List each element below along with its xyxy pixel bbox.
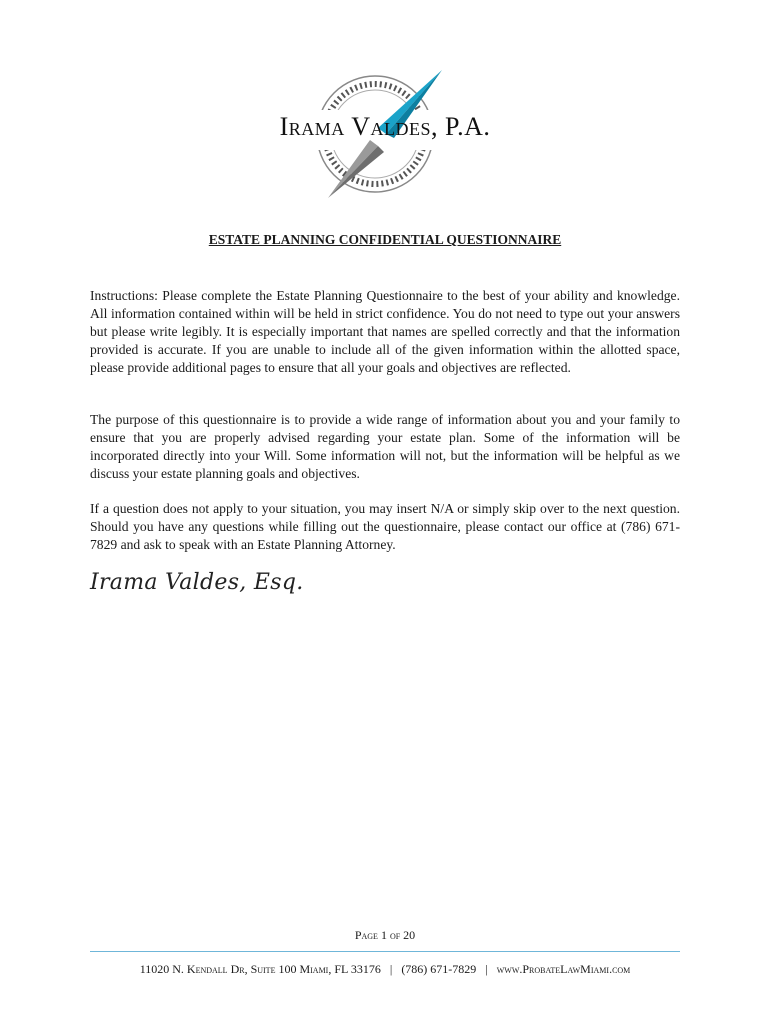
firm-logo: [270, 62, 500, 202]
footer-website[interactable]: www.ProbateLawMiami.com: [496, 962, 631, 976]
page-number: Page 1 of 20: [354, 928, 416, 942]
instructions-paragraph: Instructions: Please complete the Estate Planning Questionnaire to the best of your ability and knowledge. All information contained within will be held in strict confidence. You do not need to type out your answers but please write legibly. It is especially important that names are spelled correctly and that the information provided is accurate. If you are unable to include all of the given information within the allotted space, please provide additional pages to ensure that all your goals and objectives are reflected.: [90, 288, 680, 375]
footer-phone: (786) 671-7829: [401, 962, 477, 976]
footer-contact: [0, 962, 770, 977]
purpose-paragraph: The purpose of this questionnaire is to provide a wide range of information about you and your family to ensure that you are properly advised regarding your estate plan. Some of the information will be incorporated directly into your Will. Some information will not, but the information will be helpful as we discuss your estate planning goals and objectives.: [90, 412, 680, 481]
signature: Irama Valdes, Esq.: [90, 570, 304, 595]
logo-text: Irama Valdes, P.A.: [279, 112, 491, 141]
footer-divider: [90, 951, 680, 952]
footer-separator: |: [389, 962, 393, 976]
footer-address: 11020 N. Kendall Dr, Suite 100 Miami, FL 33176: [139, 962, 381, 976]
footer-separator: |: [485, 962, 488, 976]
document-title: ESTATE PLANNING CONFIDENTIAL QUESTIONNAIRE: [208, 232, 562, 247]
contact-paragraph: If a question does not apply to your situation, you may insert N/A or simply skip over to the next question. Should you have any questions while filling out the questionnaire, please contact our office at (786) 671-7829 and ask to speak with an Estate Planning Attorney.: [90, 501, 680, 552]
